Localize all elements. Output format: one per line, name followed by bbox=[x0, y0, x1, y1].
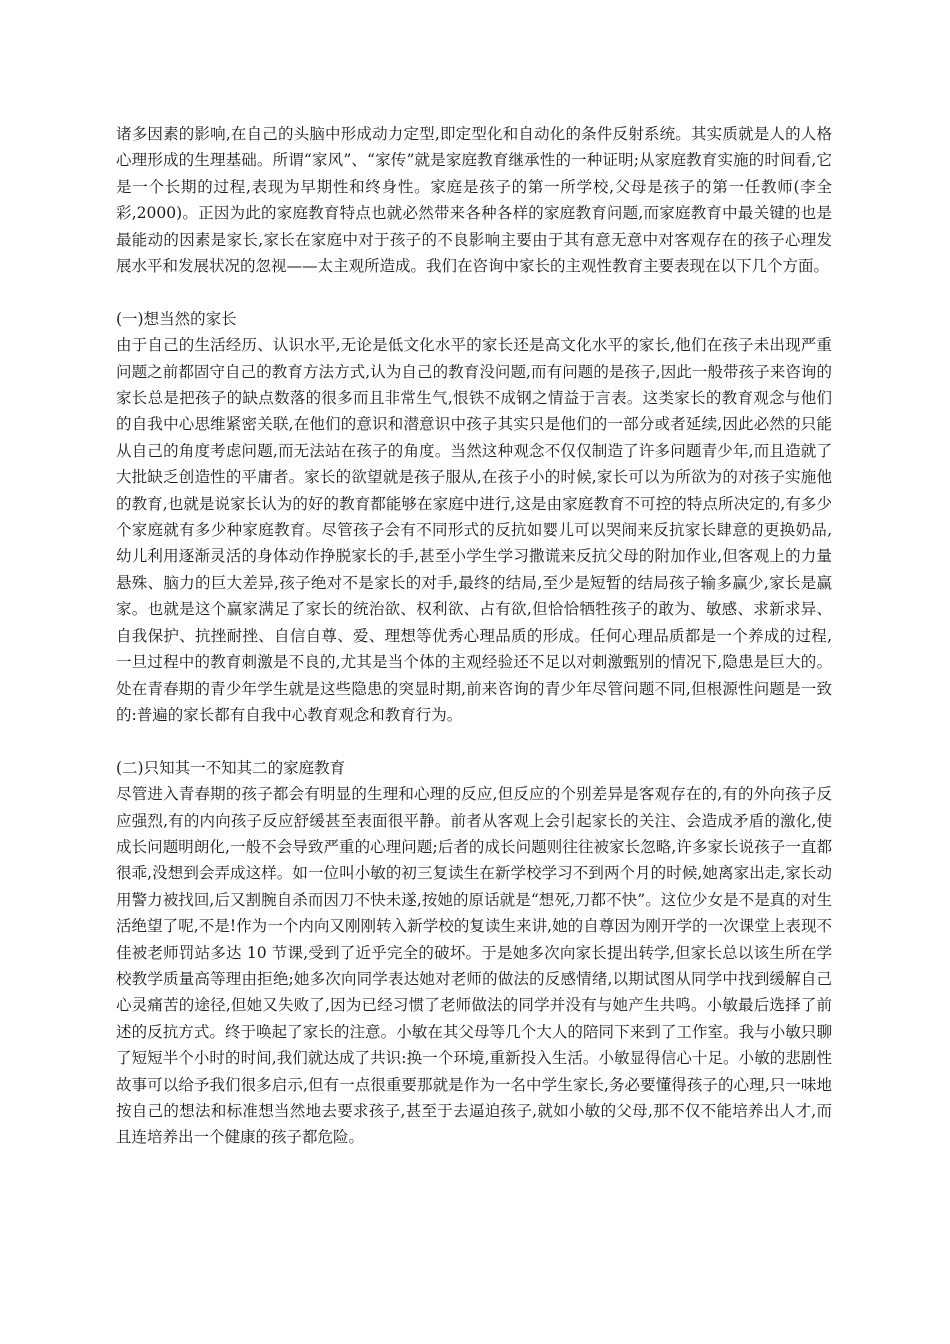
section-1-heading: (一)想当然的家长 bbox=[116, 309, 237, 328]
paragraph-gap bbox=[116, 728, 832, 754]
section-2-paragraph: 尽管进入青春期的孩子都会有明显的生理和心理的反应,但反应的个别差异是客观存在的,有的外向孩子反应强烈,有的内向孩子反应舒缓甚至表面很平静。前者从客观上会引起家长的关注、会造成矛盾的激化,使成长问题明朗化,一般不会导致严重的心理问题;后者的成长问题则往往被家长忽略,许多家长说孩子一直都很乖,没想到会弄成这样。如一位叫小敏的初三复读生在新学校学习不到两个月的时候,她离家出走,家长动用警力被找回,后又割腕自杀而因刀不快未遂,按她的原话就是“想死,刀都不快”。这位少女是不是真的对生活绝望了呢,不是!作为一个内向又刚刚转入新学校的复读生来讲,她的自尊因为刚开学的一次课堂上表现不佳被老师罚站多达 10 节课,受到了近乎完全的破坏。于是她多次向家长提出转学,但家长总以该生所在学校教学质量高等理由拒绝;她多次向同学表达她对老师的做法的反感情绪,以期试图从同学中找到缓解自己心灵痛苦的途径,但她又失败了,因为已经习惯了老师做法的同学并没有与她产生共鸣。小敏最后选择了前述的反抗方式。终于唤起了家长的注意。小敏在其父母等几个大人的陪同下来到了工作室。我与小敏只聊了短短半个小时的时间,我们就达成了共识:换一个环境,重新投入生活。小敏显得信心十足。小敏的悲剧性故事可以给予我们很多启示,但有一点很重要那就是作为一名中学生家长,务必要懂得孩子的心理,只一味地按自己的想法和标准想当然地去要求孩子,甚至于去逼迫孩子,就如小敏的父母,那不仅不能培养出人才,而且连培养出一个健康的孩子都危险。 bbox=[116, 785, 832, 1147]
document-body bbox=[116, 121, 832, 1151]
section-1-paragraph: 由于自己的生活经历、认识水平,无论是低文化水平的家长还是高文化水平的家长,他们在孩子未出现严重问题之前都固守自己的教育方法方式,认为自己的教育没问题,而有问题的是孩子,因此一般带孩子来咨询的家长总是把孩子的缺点数落的很多而且非常生气,恨铁不成钢之情益于言表。这类家长的教育观念与他们的自我中心思维紧密关联,在他们的意识和潜意识中孩子其实只是他们的一部分或者延续,因此必然的只能从自己的角度考虑问题,而无法站在孩子的角度。当然这种观念不仅仅制造了许多问题青少年,而且造就了大批缺乏创造性的平庸者。家长的欲望就是孩子服从,在孩子小的时候,家长可以为所欲为的对孩子实施他的教育,也就是说家长认为的好的教育都能够在家庭中进行,这是由家庭教育不可控的特点所决定的,有多少个家庭就有多少种家庭教育。尽管孩子会有不同形式的反抗如婴儿可以哭闹来反抗家长肆意的更换奶品,幼儿利用逐渐灵活的身体动作挣脱家长的手,甚至小学生学习撒谎来反抗父母的附加作业,但客观上的力量悬殊、脑力的巨大差异,孩子绝对不是家长的对手,最终的结局,至少是短暂的结局孩子输多赢少,家长是赢家。也就是这个赢家满足了家长的统治欲、权利欲、占有欲,但恰恰牺牲孩子的敢为、敏感、求新求异、自我保护、抗挫耐挫、自信自尊、爱、理想等优秀心理品质的形成。任何心理品质都是一个养成的过程,一旦过程中的教育刺激是不良的,尤其是当个体的主观经验还不足以对刺激甄别的情况下,隐患是巨大的。处在青春期的青少年学生就是这些隐患的突显时期,前来咨询的青少年尽管问题不同,但根源性问题是一致的:普遍的家长都有自我中心教育观念和教育行为。 bbox=[116, 336, 832, 724]
paragraph-gap bbox=[116, 279, 832, 305]
section-2-heading: (二)只知其一不知其二的家庭教育 bbox=[116, 758, 346, 777]
intro-paragraph: 诸多因素的影响,在自己的头脑中形成动力定型,即定型化和自动化的条件反射系统。其实质就是人的人格心理形成的生理基础。所谓“家风”、“家传”就是家庭教育继承性的一种证明;从家庭教育实施的时间看,它是一个长期的过程,表现为早期性和终身性。家庭是孩子的第一所学校,父母是孩子的第一任教师(李全彩,2000)。正因为此的家庭教育特点也就必然带来各种各样的家庭教育问题,而家庭教育中最关键的也是最能动的因素是家长,家长在家庭中对于孩子的不良影响主要由于其有意无意中对客观存在的孩子心理发展水平和发展状况的忽视——太主观所造成。我们在咨询中家长的主观性教育主要表现在以下几个方面。 bbox=[116, 125, 832, 276]
